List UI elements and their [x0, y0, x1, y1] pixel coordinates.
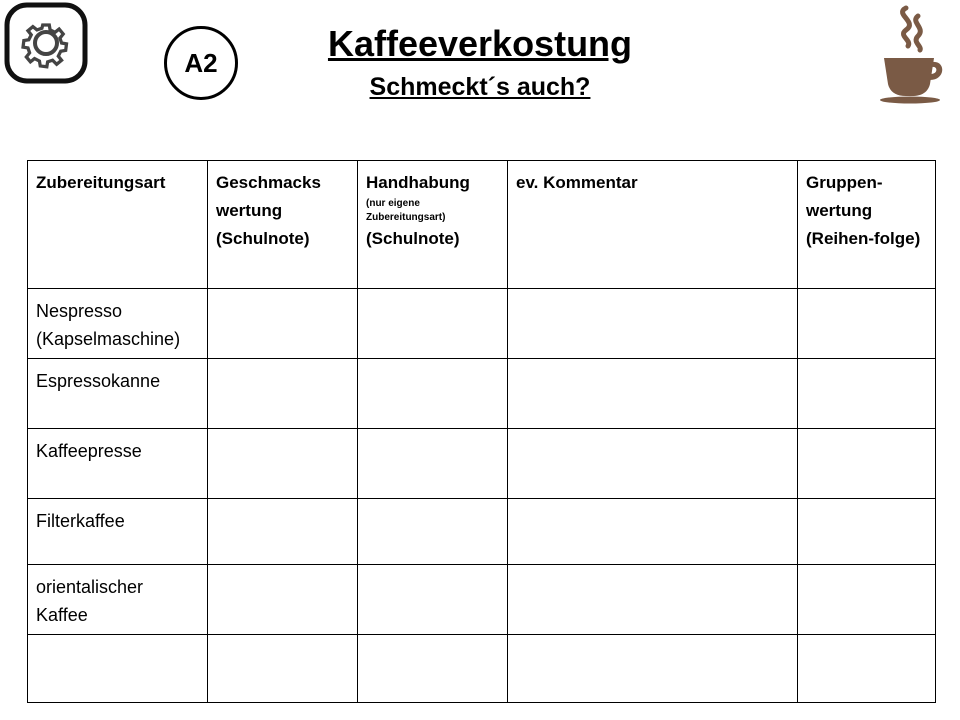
table-row: [28, 635, 936, 703]
table-row: [28, 289, 936, 359]
table-row: [28, 359, 936, 429]
group-cell[interactable]: [798, 359, 936, 429]
group-cell[interactable]: [798, 499, 936, 565]
header-handling-main: Handhabung: [366, 173, 470, 192]
header-group: Gruppen-wertung (Reihen-folge): [798, 161, 936, 289]
gear-icon: [4, 2, 88, 84]
table-row: [28, 565, 936, 635]
table-row: [28, 429, 936, 499]
header-handling-note: (nur eigene Zubereitungsart): [366, 198, 446, 223]
header-handling-grade: (Schulnote): [366, 229, 460, 248]
comment-cell[interactable]: [508, 635, 798, 703]
row-method: Espressokanne: [28, 359, 208, 429]
header-method: Zubereitungsart: [28, 161, 208, 289]
taste-cell[interactable]: [208, 359, 358, 429]
comment-cell[interactable]: [508, 429, 798, 499]
handling-cell[interactable]: [358, 429, 508, 499]
tasting-table: [27, 160, 936, 703]
handling-cell[interactable]: [358, 565, 508, 635]
row-method: Filterkaffee: [28, 499, 208, 565]
taste-cell[interactable]: [208, 499, 358, 565]
header-comment: ev. Kommentar: [508, 161, 798, 289]
page-title: Kaffeeverkostung: [327, 23, 633, 64]
group-cell[interactable]: [798, 565, 936, 635]
handling-cell[interactable]: [358, 359, 508, 429]
handling-cell[interactable]: [358, 289, 508, 359]
taste-cell[interactable]: [208, 635, 358, 703]
header-taste: Geschmacks wertung (Schulnote): [208, 161, 358, 289]
handling-cell[interactable]: [358, 499, 508, 565]
header-title-block: [280, 22, 680, 102]
group-cell[interactable]: [798, 429, 936, 499]
row-method[interactable]: [28, 635, 208, 703]
header-handling: [358, 161, 508, 289]
handling-cell[interactable]: [358, 635, 508, 703]
comment-cell[interactable]: [508, 359, 798, 429]
taste-cell[interactable]: [208, 429, 358, 499]
row-method: Nespresso (Kapselmaschine): [28, 289, 208, 359]
group-cell[interactable]: [798, 289, 936, 359]
assignment-badge: A2: [164, 26, 238, 100]
taste-cell[interactable]: [208, 565, 358, 635]
table-header-row: [28, 161, 936, 289]
taste-cell[interactable]: [208, 289, 358, 359]
table-row: [28, 499, 936, 565]
group-cell[interactable]: [798, 635, 936, 703]
comment-cell[interactable]: [508, 289, 798, 359]
comment-cell[interactable]: [508, 499, 798, 565]
row-method: orientalischer Kaffee: [28, 565, 208, 635]
row-method: Kaffeepresse: [28, 429, 208, 499]
coffee-cup-icon: [876, 2, 948, 104]
page-subtitle: Schmeckt´s auch?: [369, 73, 591, 101]
comment-cell[interactable]: [508, 565, 798, 635]
